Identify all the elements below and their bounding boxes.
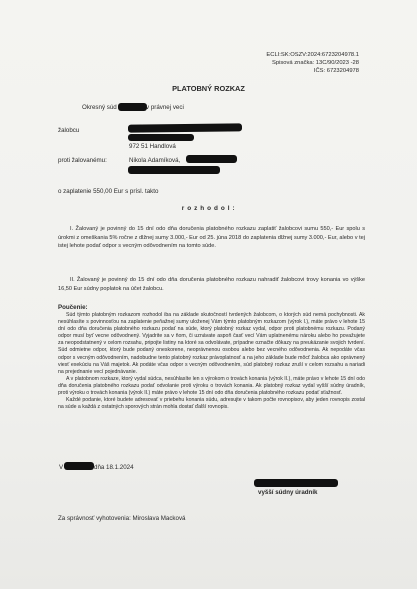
instructions-paragraph: Každé podanie, ktoré budete adresovať v priebehu konania súdu, adresujte v takom počte rovnopisov, aby jeden rovnopis zostal na súde a každá z ostatných sporových strán mohla dostať ďalší rovnopis. [58,397,365,411]
instructions-body [58,312,365,411]
redaction-defendant-birthdate [186,155,237,163]
verdict-two: II. Žalovaný je povinný do 15 dní odo dňa doručenia platobného rozkazu nahradiť žalobcovi trovy konania vo výške 16,50 Eur súdny poplatok na účet žalobcu. [58,277,365,292]
instructions-paragraph: A v platobnom rozkaze, ktorý vydal súdca, nesúhlasíte len s výrokom o trovách konania (výrok II.), máte právo v lehote 15 dní odo dňa doručenia platobného rozkazu podať odvolanie proti výroku o trovách konania. Ak platobný rozkaz vydal vyšší súdny úradník, proti výroku o trovách konania (výrok II.) máte právo v lehote 15 dní odo dňa doručenia platobného rozkazu podať sťažnosť. [58,375,365,397]
issue-date: dňa 18.1.2024 [94,464,134,471]
instructions-paragraph: Súd týmto platobným rozkazom rozhodol iba na základe skutočností tvrdených žalobcom, o ktorých súd nemá pochybnosti. Ak nesúhlasíte s povinnosťou na zaplatenie peňažnej sumy uloženej Vám týmto platobným rozkazom (výrok I.), máte právo v lehote 15 dní odo dňa doručenia platobného rozkazu podať na súde, ktorý platobný rozkaz vydal, odpor proti platobnému rozkazu. Podaný odpor musí byť vecne odôvodnený. Vyjadrite sa v ňom, či uznávate aspoň časť vecí Vám uplatnenému nároku alebo ho považujete za neopodstatnený v celom rozsahu, pripojte listiny na ktoré sa odvolávate, prípadne označte dôkazy na preukázanie svojich tvrdení. Súd odmietne odpor, ktorý bude podaný oneskorene, neoprávnenou osobou alebo bez vecného odôvodnenia. Ak nepodáte včas odpor s vecným odôvodnením, nadobudne tento platobný rozkaz právoplatnosť a na jeho základe bude môcť žalobca ako oprávnený viesť exekúciu na Váš majetok. Ak podáte včas odpor s vecným odôvodnením, súd platobný rozkaz zruší v celom rozsahu a nariadi na prejednanie vecí pojednávanie. [58,312,365,375]
ecli-identifier: ECLI:SK:OSZV:2024:6723204978.1 [266,52,359,58]
redaction-signatory-name [254,479,338,487]
signatory-title: vyšší súdny úradník [258,489,318,496]
ruling-heading: r o z h o d o l : [181,205,236,212]
redaction-place [64,462,94,470]
redaction-court [118,103,147,111]
defendant-label: proti žalovanému: [58,157,107,164]
defendant-name: Nikola Adamíková, [129,157,181,164]
court-suffix: v právnej veci [146,104,184,111]
plaintiff-address: 972 51 Handlová [129,143,176,150]
redaction-plaintiff-street [128,134,194,141]
plaintiff-label: žalobcu [58,127,80,134]
case-number: Spisová značka: 13C/90/2023 -28 [271,60,359,66]
court-prefix: Okresný súd [82,104,117,111]
redaction-plaintiff-name [128,123,242,132]
redaction-defendant-address [128,166,220,174]
instructions-heading: Poučenie: [58,304,88,311]
document-title: PLATOBNÝ ROZKAZ [172,84,245,93]
subject-line: o zaplatenie 550,00 Eur s prísl. takto [58,188,159,195]
verdict-one: I. Žalovaný je povinný do 15 dní odo dňa doručenia platobného rozkazu zaplatiť žalobcovi sumu 550,- Eur spolu s úrokmi z omeškania 5% ročne z dlžnej sumy 3.000,- Eur od 25. júna 2018 do zaplatenia dlžnej sumy 3.000,- Eur, alebo v tej istej lehote podať odpor s vecným odôvodnením na tomto súde. [58,226,365,250]
certification-line: Za správnosť vyhotovenia: Miroslava Macková [58,515,186,522]
ics-number: IČS: 6723204978 [313,68,359,74]
date-prefix: V [59,464,64,471]
